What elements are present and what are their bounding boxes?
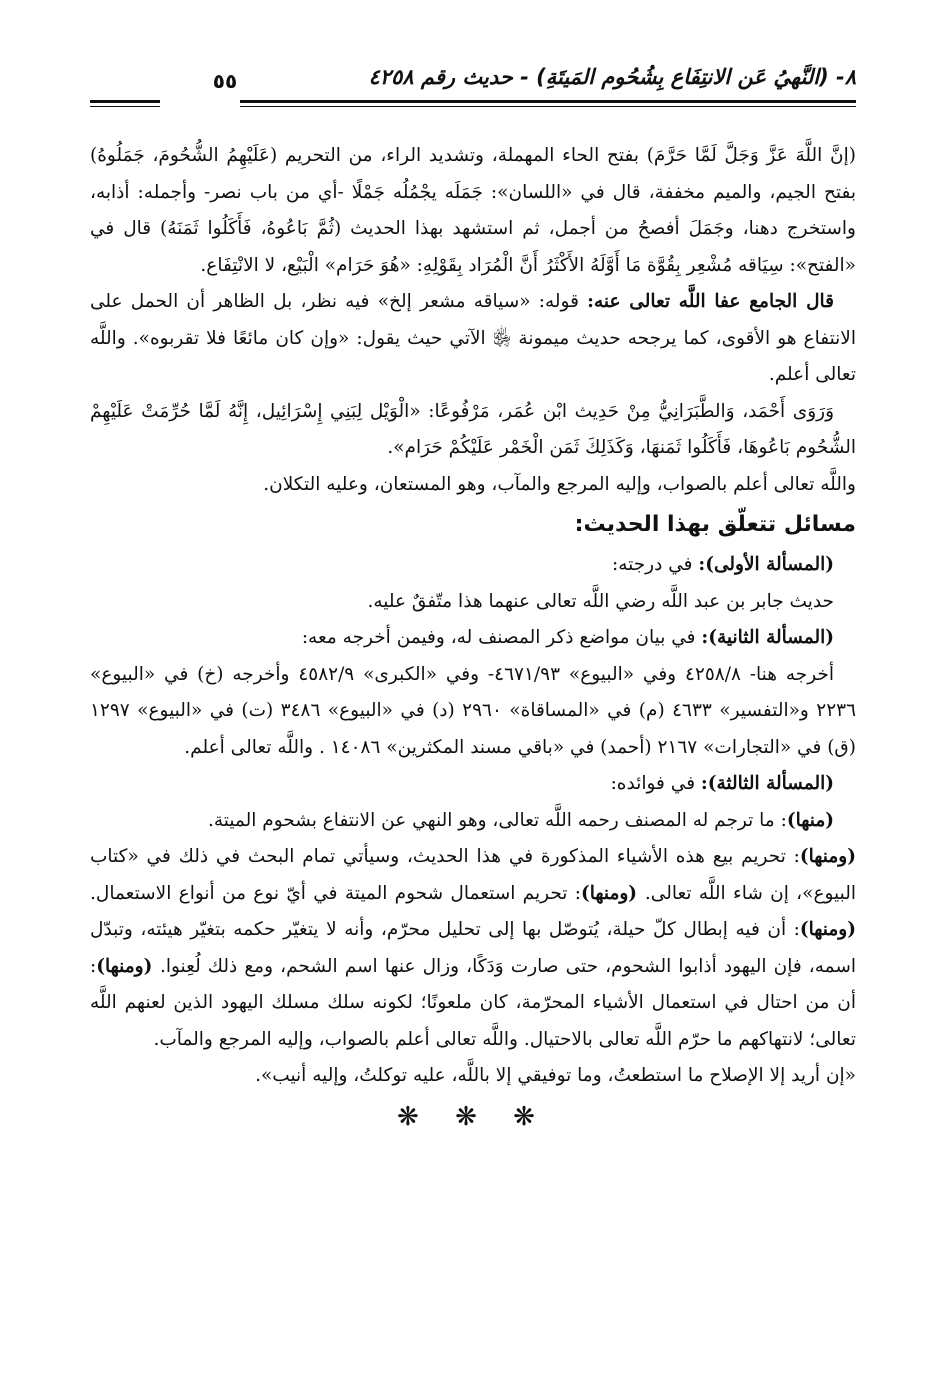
header-rule-thin [240, 106, 856, 107]
paragraph-narration [90, 394, 856, 467]
closing-quote [90, 1058, 856, 1095]
issue-1-title [90, 547, 856, 584]
header-rule-left-thin [90, 106, 160, 107]
benefit-4-text: : أن فيه إبطال كلّ حيلة، يُتوصّل بها إلى تحليل محرّم، وأنه لا يتغيّر حكمه بتغيّر هيئته، وتبدّل اسمه، فإن اليهود أذابوا الشحوم، حتى صارت وَدَكًا، وزال عنها اسم الشحم، ومع ذلك لُعِنوا. [90, 919, 856, 977]
paragraph-closing-praise [90, 467, 856, 504]
section-heading: مسائل تتعلّق بهذا الحديث: [574, 512, 856, 537]
benefit-2-text: : تحريم بيع هذه الأشياء المذكورة في هذا الحديث، وسيأتي تمام البحث في ذلك في «كتاب البيوع»، إن شاء اللَّه تعالى. [90, 846, 856, 904]
closing-praise-text: واللَّه تعالى أعلم بالصواب، وإليه المرجع والمآب، وهو المستعان، وعليه التكلان. [263, 473, 856, 495]
running-header [90, 62, 856, 112]
benefit-3-text: : تحريم استعمال شحوم الميتة في أيّ نوع من أنواع الاستعمال. [90, 882, 581, 904]
issue-2-subject: في بيان مواضع ذكر المصنف له، وفيمن أخرجه معه: [301, 627, 702, 648]
section-end-stars: ❋ ❋ ❋ [397, 1101, 549, 1132]
paragraph-hadith-explanation [90, 138, 856, 284]
issue-3-subject: في فوائده: [610, 773, 701, 794]
header-rule [240, 100, 856, 103]
benefit-1-lead: (منها) [786, 809, 834, 831]
page-number: ٥٥ [212, 69, 238, 93]
benefit-3-lead: (ومنها) [580, 882, 645, 904]
issue-2-title [90, 620, 856, 657]
benefits-paragraph [90, 839, 856, 1058]
issue-2-text [90, 657, 856, 767]
issue-1-text [90, 584, 856, 621]
benefit-1-text: : ما ترجم له المصنف رحمه اللَّه تعالى، وهو النهي عن الانتفاع بشحوم الميتة. [207, 809, 787, 831]
narration-text: وَرَوَى أَحْمَد، وَالطَّبَرَانِيُّ مِنْ حَدِيث ابْن عُمَر، مَرْفُوعًا: «الْوَيْل لِبَنِي إِسْرَائِيل، إِنَّهُ لَمَّا حُرِّمَتْ عَلَيْهِمْ الشُّحُوم بَاعُوهَا، فَأَكَلُوا ثَمَنهَا، وَكَذَلِكَ ثَمَن الْخَمْر عَلَيْكُمْ حَرَام». [90, 400, 856, 458]
issue-3-title [90, 766, 856, 803]
issue-1-body: حديث جابر بن عبد اللَّه رضي اللَّه تعالى عنهما هذا متّفقٌ عليه. [367, 590, 834, 612]
benefit-2-lead: (ومنها) [799, 846, 856, 867]
header-rule-left [90, 100, 160, 103]
benefit-1 [90, 803, 856, 840]
compiler-note-lead: قال الجامع عفا اللَّه تعالى عنه: [587, 291, 834, 312]
issue-1-lead: (المسألة الأولى): [698, 554, 834, 575]
paragraph-text: (إنَّ اللَّهَ عَزَّ وَجَلَّ لَمَّا حَرَّمَ) بفتح الحاء المهملة، وتشديد الراء، من التحريم (عَلَيْهِمُ الشُّحُومَ، جَمَلُوهُ) بفتح الجيم، والميم مخففة، قال في «اللسان»: جَمَلَه يجْمُلُه جَمْلًا -أي من باب نصر- وأجمله: أذابه، واستخرج دهنا، وجَمَلَ أفصحُ من أجمل، ثم استشهد بهذا الحديث (ثُمَّ بَاعُوهُ، فَأَكَلُوا ثَمَنَهُ) قال في «الفتح»: سِيَاقه مُشْعِر بِقُوَّة مَا أَوَّلَهُ الأَكْثَرُ أَنَّ الْمُرَاد بِقَوْلِهِ: «هُوَ حَرَام» الْبَيْع، لا الانْتِفَاع. [90, 145, 856, 276]
issue-2-lead: (المسألة الثانية): [701, 627, 834, 648]
paragraph-compiler-note [90, 284, 856, 394]
benefit-4-lead: (ومنها) [799, 919, 856, 940]
body-text [90, 138, 856, 1135]
benefit-5-text: : أن من احتال في استعمال الأشياء المحرّمة، كان ملعونًا؛ لكونه سلك مسلك اليهود الذين لعنهم اللَّه تعالى؛ لانتهاكهم ما حرّم اللَّه تعالى بالاحتيال. واللَّه تعالى أعلم بالصواب، وإليه المرجع والمآب. [90, 955, 856, 1050]
header-title: ٨- (النَّهيُ عَن الانتِفَاع بِشُحُوم المَيتَةِ) - حديث رقم ٤٢٥٨ [368, 65, 856, 89]
benefit-5-lead: (ومنها) [96, 955, 160, 977]
issue-1-subject: في درجته: [612, 554, 699, 575]
issue-2-body: أخرجه هنا- ٤٢٥٨/٨ وفي «البيوع» ٤٦٧١/٩٣- وفي «الكبرى» ٤٥٨٢/٩ وأخرجه (خ) في «البيوع» ٢٢٣٦ و«التفسير» ٤٦٣٣ (م) في «المساقاة» ٢٩٦٠ (د) في «البيوع» ٣٤٨٦ (ت) في «البيوع» ١٢٩٧ (ق) في «التجارات» ٢١٦٧ (أحمد) في «باقي مسند المكثرين» ١٤٠٨٦ . واللَّه تعالى أعلم. [90, 663, 857, 758]
issue-3-lead: (المسألة الثالثة): [700, 773, 834, 794]
compiler-note-text: قوله: «سياقه مشعر إلخ» فيه نظر، بل الظاهر أن الحمل على الانتفاع هو الأقوى، كما يرجحه حديث ميمونة ﵂ الآتي حيث يقول: «وإن كان مائعًا فلا تقربوه». واللَّه تعالى أعلم. [90, 291, 856, 385]
closing-quote-text: «إن أريد إلا الإصلاح ما استطعتُ، وما توفيقي إلا باللَّه، عليه توكلتُ، وإليه أنيب». [255, 1065, 856, 1086]
